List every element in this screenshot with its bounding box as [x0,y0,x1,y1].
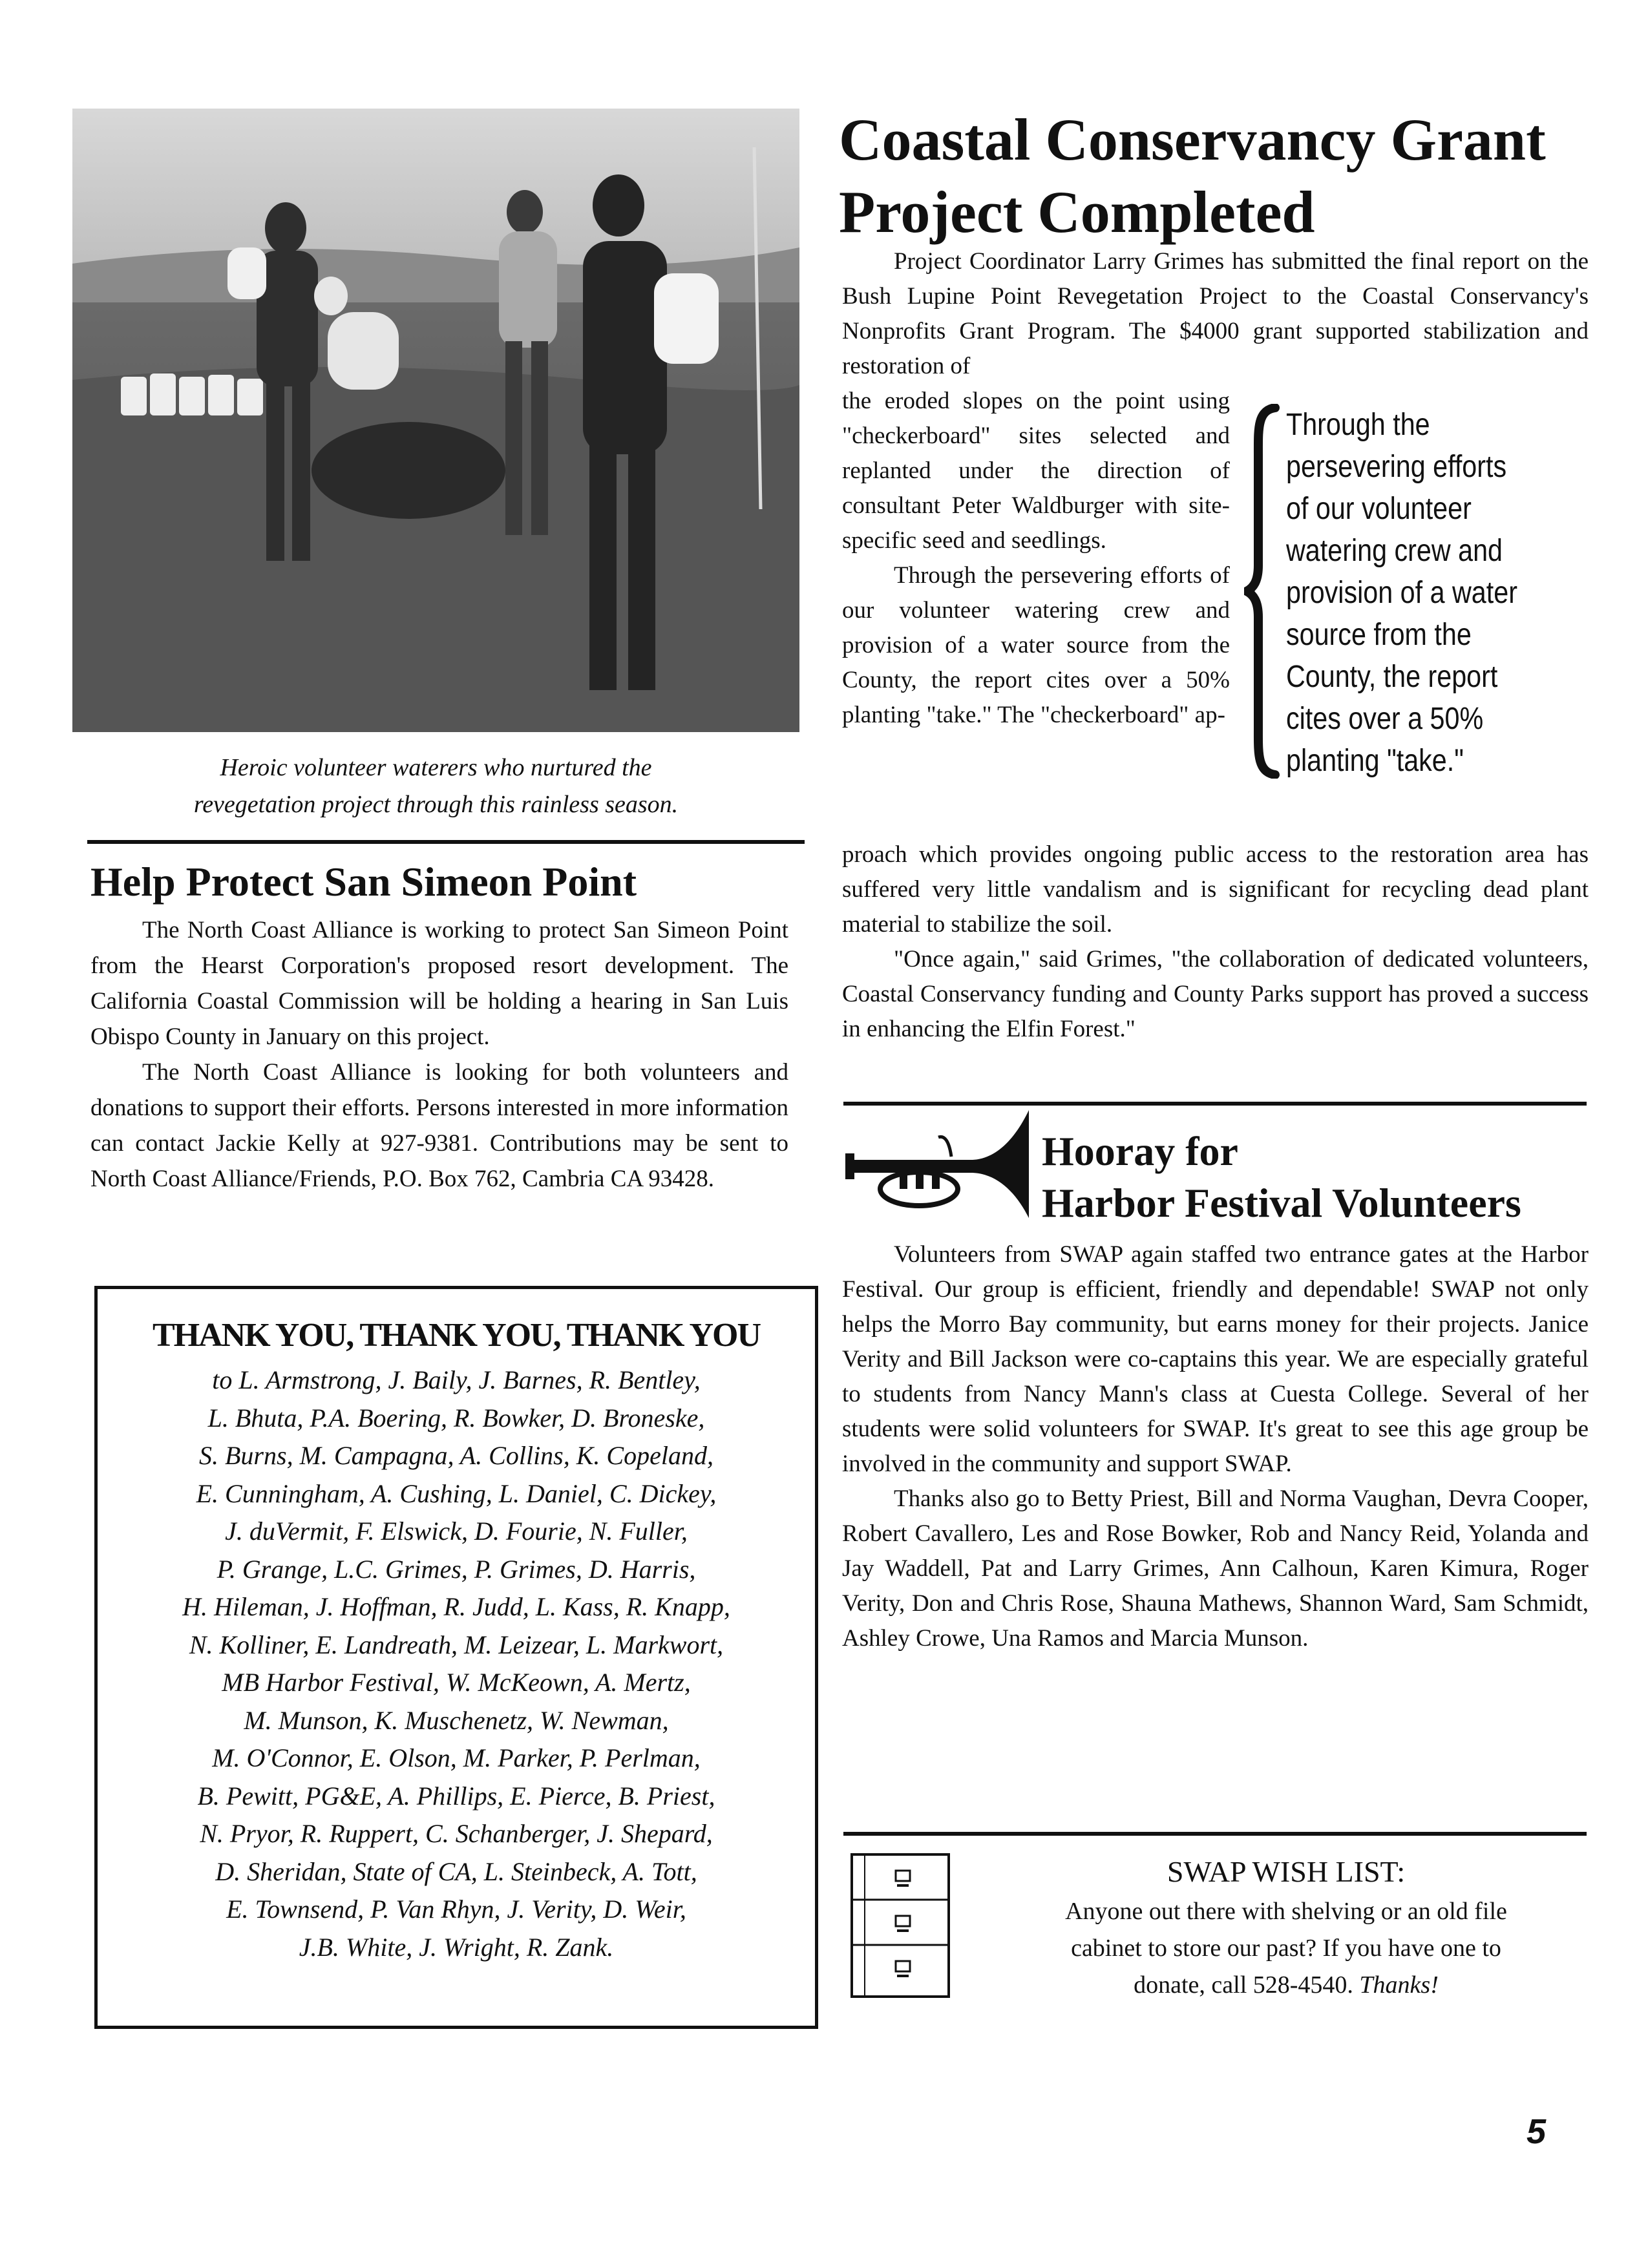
thanks-line: E. Cunningham, A. Cushing, L. Daniel, C. Dickey, [196,1478,717,1508]
coastal-paragraph-2b: proach which provides ongoing public access to the restoration area has suffered very little vandalism and is significant for recycling dead plant material to stabilize the soil. [842,841,1589,938]
caption-line-1: Heroic volunteer waterers who nurtured the [220,754,652,781]
thanks-line: J.B. White, J. Wright, R. Zank. [299,1932,614,1962]
wish-line-3 [982,1967,1590,2004]
thank-you-names [130,1361,783,1966]
wish-line-2: cabinet to store our past? If you have one to [1071,1935,1501,1962]
thanks-line: MB Harbor Festival, W. McKeown, A. Mertz, [222,1668,691,1697]
thanks-line: M. O'Connor, E. Olson, M. Parker, P. Perlman, [212,1743,701,1772]
thank-you-box [94,1286,818,2029]
pullquote-brace-icon [1244,404,1283,779]
thanks-line: N. Kolliner, E. Landreath, M. Leizear, L. Markwort, [189,1630,724,1659]
caption-line-2: revegetation project through this rainless season. [193,791,679,818]
coastal-conservancy-headline [839,103,1589,248]
hooray-paragraph-1: Volunteers from SWAP again staffed two entrance gates at the Harbor Festival. Our group is efficient, friendly and dependable! SWAP not only helps the Morro Bay community, but earns money for their projects. Janice Verity and Bill Jackson were co-captains this year. We are especially grateful to students from Nancy Mann's class at Cuesta College. Several of her students were solid volunteers for SWAP. It's great to see this age group be involved in the community and support SWAP. [842,1241,1589,1477]
thanks-line: to L. Armstrong, J. Baily, J. Barnes, R. Bentley, [212,1365,701,1394]
help-protect-article [90,912,788,1197]
hooray-line-2: Harbor Festival Volunteers [1042,1180,1521,1226]
coastal-continued [842,837,1589,1047]
help-paragraph-1: The North Coast Alliance is working to protect San Simeon Point from the Hearst Corporation's proposed resort development. The California Coastal Commission will be holding a hearing in San Luis Obispo County in January on this project. [90,917,788,1050]
wish-list-title: SWAP WISH LIST: [1167,1855,1406,1888]
thanks-line: D. Sheridan, State of CA, L. Steinbeck, A. Tott, [215,1856,697,1886]
headline-line-1: Coastal Conservancy Grant [839,107,1546,173]
section-divider [843,1832,1587,1836]
trumpet-icon [841,1098,1035,1228]
photo-illustration [72,109,799,732]
thanks-line: S. Burns, M. Campagna, A. Collins, K. Copeland, [199,1441,713,1470]
page-number: 5 [1527,2112,1547,2151]
file-cabinet-icon [845,1848,958,2003]
thanks-line: E. Townsend, P. Van Rhyn, J. Verity, D. Weir, [226,1895,686,1924]
help-protect-headline: Help Protect San Simeon Point [90,859,637,905]
coastal-paragraph-3: "Once again," said Grimes, "the collaboration of dedicated volunteers, Coastal Conservancy funding and County Parks support has proved a success in enhancing the Elfin Forest." [842,946,1589,1042]
volunteers-photo [72,109,799,732]
thanks-line: P. Grange, L.C. Grimes, P. Grimes, D. Harris, [217,1554,696,1584]
thanks-line: B. Pewitt, PG&E, A. Phillips, E. Pierce, B. Priest, [197,1781,715,1811]
pull-quote: Through the persevering efforts of our volunteer watering crew and provision of a water source from the County, the report cites over a 50% planting "take." [1286,408,1517,778]
hooray-paragraph-2: Thanks also go to Betty Priest, Bill and Norma Vaughan, Devra Cooper, Robert Cavallero, Les and Rose Bowker, Rob and Nancy Reid, Yolanda and Jay Waddell, Pat and Larry Grimes, Ann Calhoun, Karen Kimura, Roger Verity, Don and Chris Rose, Shauna Mathews, Shannon Ward, Sam Schmidt, Ashley Crowe, Una Ramos and Marcia Munson. [842,1486,1589,1652]
photo-caption [72,750,799,823]
thanks-line: J. duVermit, F. Elswick, D. Fourie, N. Fuller, [225,1517,688,1546]
hooray-line-1: Hooray for [1042,1128,1238,1174]
thank-you-title: THANK YOU, THANK YOU, THANK YOU [152,1317,761,1354]
coastal-paragraph-1b: the eroded slopes on the point using "checkerboard" sites selected and replanted under the direction of consultant Peter Waldburger with site-specific seed and seedlings. [842,388,1230,554]
help-paragraph-2: The North Coast Alliance is looking for both volunteers and donations to support their efforts. Persons interested in more information can contact Jackie Kelly at 927-9381. Contributions may be sent to North Coast Alliance/Friends, P.O. Box 762, Cambria CA 93428. [90,1059,788,1192]
coastal-paragraph-2a: Through the persevering efforts of our volunteer watering crew and provision of a water source from the County, the report cites over a 50% planting "take." The "checkerboard" ap- [842,562,1230,728]
hooray-headline [1042,1126,1521,1229]
thanks-line: L. Bhuta, P.A. Boering, R. Bowker, D. Broneske, [207,1403,705,1433]
hooray-article [842,1237,1589,1656]
wish-line-1: Anyone out there with shelving or an old file [1065,1898,1507,1925]
section-divider [87,840,805,844]
wish-phone-text: donate, call 528-4540. [1134,1971,1353,1999]
coastal-intro [842,244,1589,384]
wish-list-body [982,1893,1590,2004]
headline-line-2: Project Completed [839,179,1315,245]
coastal-paragraph-1a: Project Coordinator Larry Grimes has submitted the final report on the Bush Lupine Point Revegetation Project to the Coastal Conservancy's Nonprofits Grant Program. The $4000 grant supported stabilization and restoration of [842,248,1589,379]
thanks-line: H. Hileman, J. Hoffman, R. Judd, L. Kass, R. Knapp, [182,1592,730,1621]
coastal-narrow-column [842,384,1230,733]
wish-thanks: Thanks! [1359,1971,1439,1999]
thanks-line: N. Pryor, R. Ruppert, C. Schanberger, J. Shepard, [200,1819,713,1848]
thanks-line: M. Munson, K. Muschenetz, W. Newman, [244,1705,669,1735]
